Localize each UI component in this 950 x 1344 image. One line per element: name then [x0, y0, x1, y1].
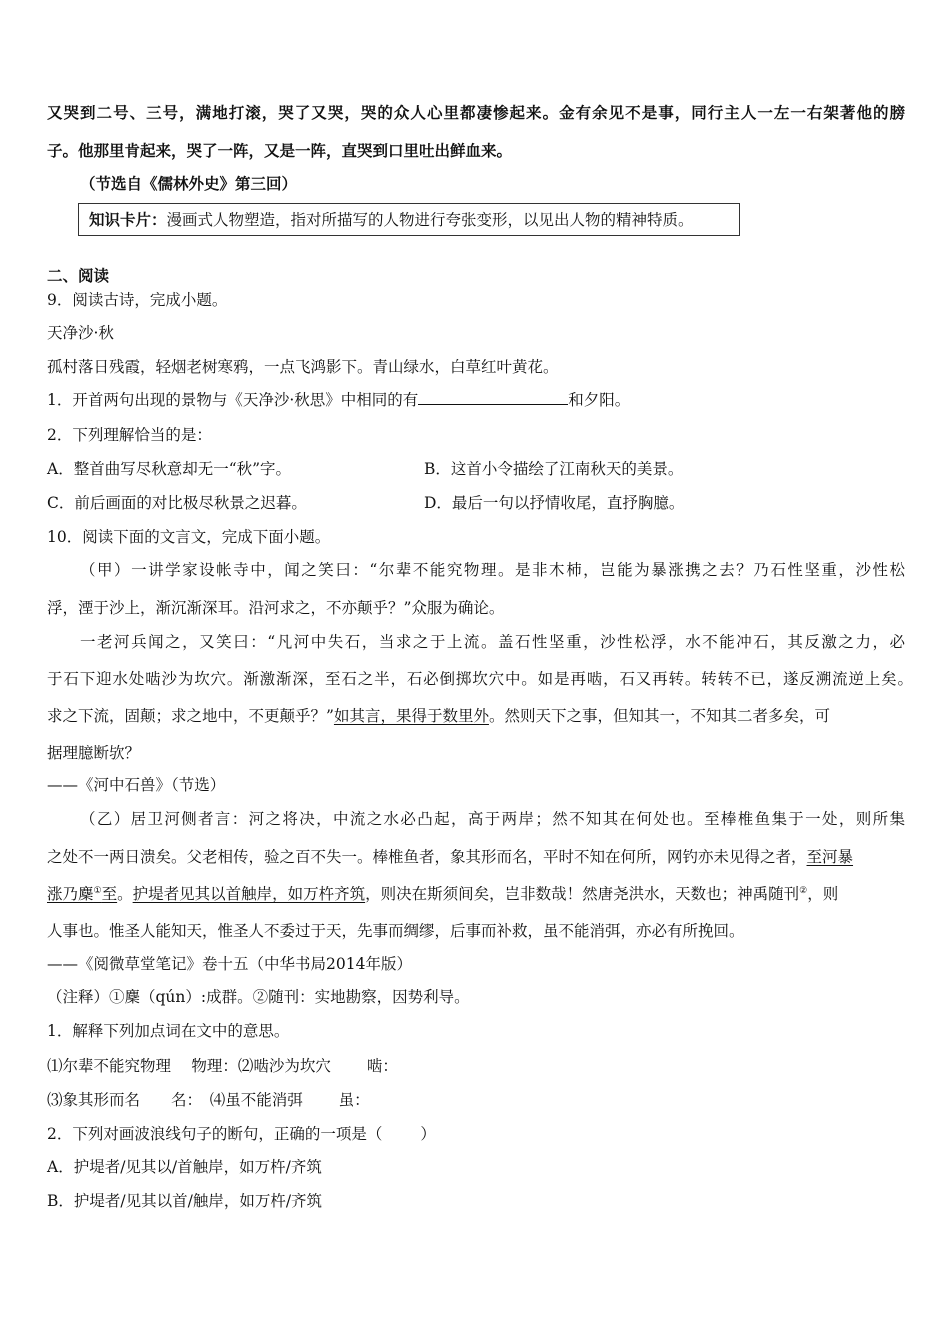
jia-line-5-text: 求之下流，固颠；求之地中，不更颠乎？” [47, 707, 334, 725]
q9-prompt: 9．阅读古诗，完成小题。 [47, 291, 228, 309]
poem-title: 天净沙·秋 [47, 324, 114, 342]
poem-text: 孤村落日残霞，轻烟老树寒鸦，一点飞鸿影下。青山绿水，白草红叶黄花。 [47, 358, 559, 376]
wavy-underlined-sentence: 护堤者见其以首触岸，如万杵齐筑 [132, 885, 366, 903]
jia-line-5-tail: 。然则天下之事，但知其一，不知其二者多矣，可 [488, 707, 830, 725]
q10-sub1-row2: ⑶象其形而名 名： ⑷虽不能消弭 虽： [47, 1091, 370, 1109]
q10-prompt: 10．阅读下面的文言文，完成下面小题。 [47, 528, 331, 546]
section-heading: 二、阅读 [47, 266, 110, 285]
knowledge-card-text: 漫画式人物塑造，指对所描写的人物进行夸张变形，以见出人物的精神特质。 [166, 211, 694, 229]
jia-line-3: 一老河兵闻之，又笑曰：“凡河中失石，当求之于上流。盖石性坚重，沙性松浮，水不能冲石，其反激之力，必 [80, 633, 905, 651]
jia-line-4: 于石下迎水处啮沙为坎穴。渐激渐深，至石之半，石必倒掷坎穴中。如是再啮，石又再转。转转不已，遂反溯流逆上矣。 [47, 670, 913, 688]
option-d[interactable]: D．最后一句以抒情收尾，直抒胸臆。 [424, 494, 685, 512]
q10-sub2-text: 2．下列对画波浪线句子的断句，正确的一项是（ [47, 1125, 383, 1143]
option-b[interactable]: B．这首小令描绘了江南秋天的美景。 [424, 460, 684, 478]
yi-line-3-tail: ，则 [807, 885, 839, 903]
option-a[interactable]: A．整首曲写尽秋意却无一“秋”字。 [47, 460, 292, 478]
option-a-q10[interactable]: A．护堤者/见其以/首触岸，如万杵/齐筑 [47, 1158, 322, 1176]
jia-line-1: （甲）一讲学家设帐寺中，闻之笑曰：“尔辈不能究物理。是非木杮，岂能为暴涨携之去？乃石性坚重，沙性松 [80, 561, 905, 579]
yi-line-1: （乙）居卫河侧者言：河之将决，中流之水必凸起，高于两岸；然不知其在何处也。至棒椎鱼集于一处，则所集 [80, 810, 905, 828]
option-c[interactable]: C．前后画面的对比极尽秋景之迟暮。 [47, 494, 307, 512]
jia-source: ——《河中石兽》（节选） [47, 776, 226, 794]
knowledge-card-label: 知识卡片： [89, 210, 167, 229]
q9-options-row2 [47, 493, 907, 513]
excerpt-source: （节选自《儒林外史》第三回） [80, 174, 298, 193]
underlined-sentence: 如其言，果得于数里外 [333, 707, 489, 725]
q9-sub2: 2．下列理解恰当的是： [47, 426, 212, 444]
q9-sub1 [47, 390, 630, 410]
punctuation: 。 [117, 885, 133, 903]
excerpt-line-1: 又哭到二号、三号，满地打滚，哭了又哭，哭的众人心里都凄惨起来。金有余见不是事，同行主人一左一右架著他的膀 [47, 103, 905, 122]
excerpt-line-2: 子。他那里肯起来，哭了一阵，又是一阵，直哭到口里吐出鲜血来。 [47, 141, 513, 160]
option-b-q10[interactable]: B．护堤者/见其以首/触岸，如万杵/齐筑 [47, 1192, 323, 1210]
knowledge-card [78, 203, 740, 236]
q9-sub1-tail: 和夕阳。 [568, 391, 631, 409]
jia-line-5 [47, 706, 830, 726]
jia-line-6: 据理臆断欤？ [47, 744, 141, 762]
q10-sub2-close: ） [420, 1125, 436, 1143]
q10-sub2 [47, 1124, 436, 1144]
footnote-marker-1: ① [93, 885, 102, 896]
yi-line-4: 人事也。惟圣人能知天，惟圣人不委过于天，先事而绸缪，后事而补救，虽不能消弭，亦必有所挽回。 [47, 922, 745, 940]
underlined-phrase-end-tail: 至 [101, 885, 118, 903]
underlined-phrase-end-text: 涨乃麇 [47, 885, 94, 903]
q10-sub1: 1．解释下列加点词在文中的意思。 [47, 1022, 290, 1040]
underlined-phrase-start: 至河暴 [806, 848, 854, 866]
yi-source: ——《阅微草堂笔记》卷十五（中华书局2014年版） [47, 955, 412, 973]
answer-blank[interactable] [418, 390, 568, 405]
notes: （注释）①麇（qún）:成群。②随刊：实地勘察，因势利导。 [47, 988, 470, 1006]
yi-line-2 [47, 847, 853, 867]
q10-sub1-row1: ⑴尔辈不能究物理 物理：⑵啮沙为坎穴 啮： [47, 1057, 398, 1075]
yi-line-3 [47, 884, 838, 904]
yi-line-3-text: ，则决在斯须间矣，岂非数哉！然唐尧洪水，天数也；神禹随刊 [365, 885, 800, 903]
q9-options-row1 [47, 459, 907, 479]
underlined-phrase-end [47, 885, 117, 903]
footnote-marker-2: ② [799, 885, 808, 896]
jia-line-2: 浮，湮于沙上，渐沉渐深耳。沿河求之，不亦颠乎？”众服为确论。 [47, 599, 505, 617]
q9-sub1-text: 1．开首两句出现的景物与《天净沙·秋思》中相同的有 [47, 391, 419, 409]
yi-line-2-text: 之处不一两日溃矣。父老相传，验之百不失一。棒椎鱼者，象其形而名，平时不知在何所，网钓亦未见得之者， [47, 848, 807, 866]
